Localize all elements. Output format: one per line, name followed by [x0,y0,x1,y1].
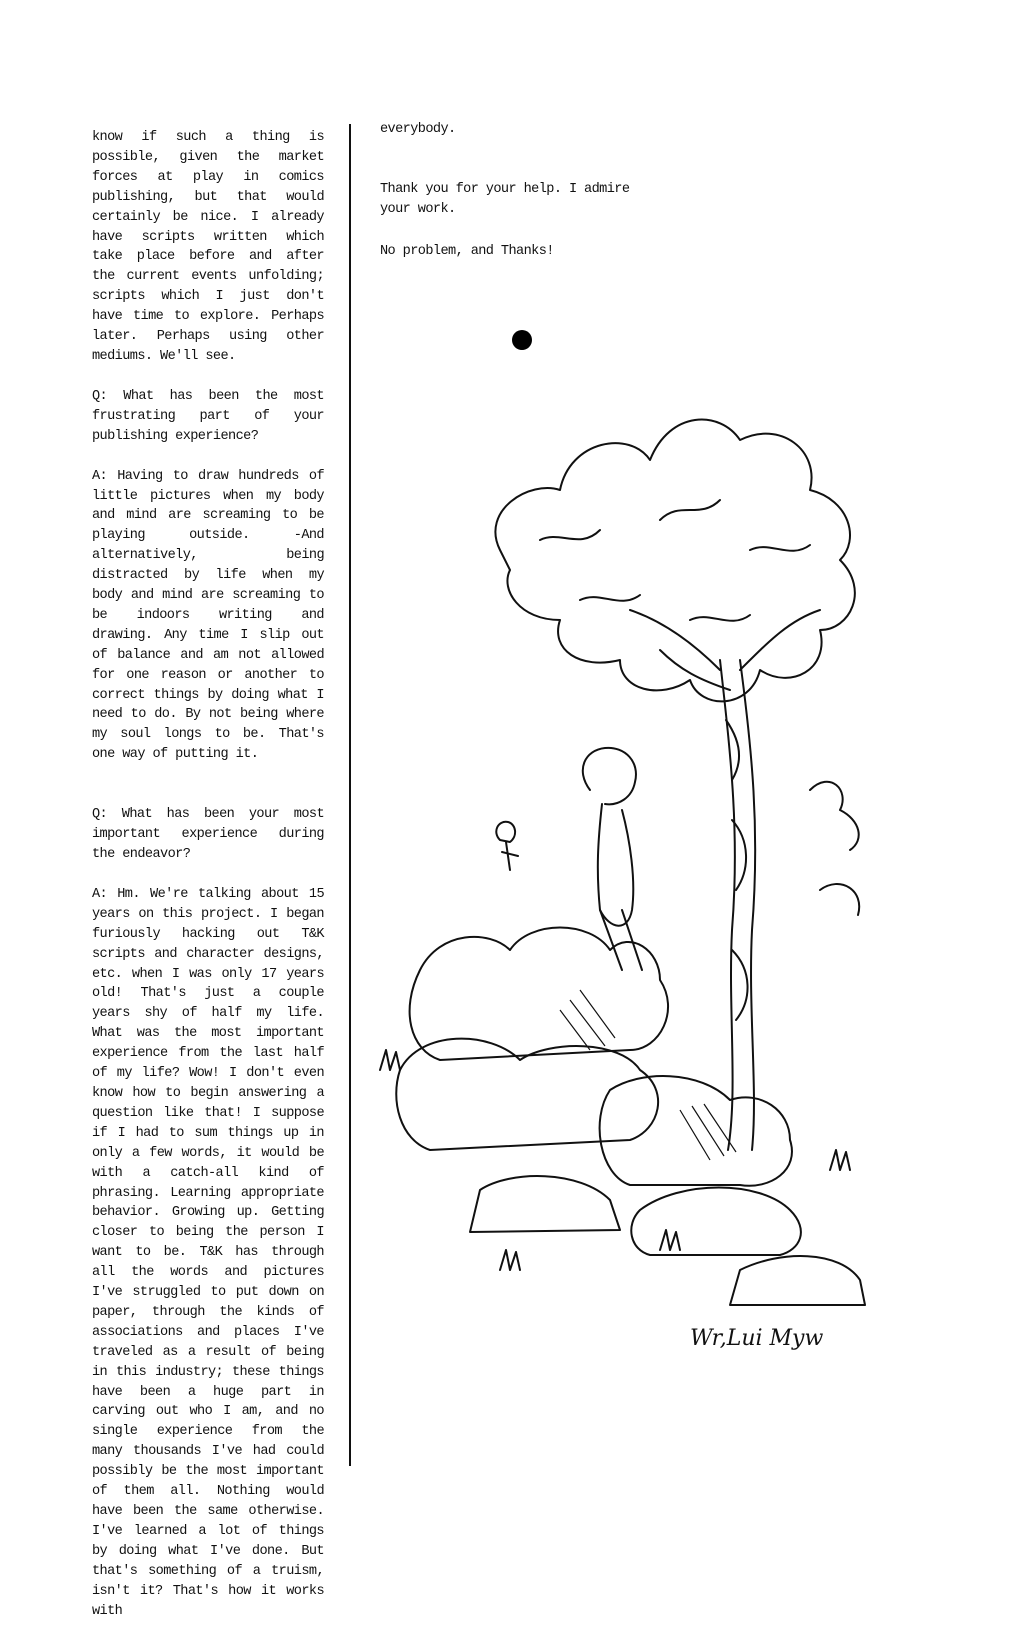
column-divider [349,124,351,1466]
right-text-column [380,120,640,284]
artist-signature: Wr,Lui Myw [690,1326,824,1351]
tree-rock-illustration [360,370,920,1370]
paragraph-continuation: know if such a thing is possible, given the market forces at play in comics publishing, but that would certainly be nice. I already have scripts written which take place before and after the current events unfolding; scripts which I just don't have time to explore. Perhaps later. Perhaps using other mediums. We'll see. [92,130,324,364]
left-text-column [92,128,324,1641]
paragraph-thanks: Thank you for your help. I admire your work. [380,182,630,217]
question-important: Q: What has been your most important experience during the endeavor? [92,807,324,862]
paragraph-everybody: everybody. [380,122,456,137]
answer-frustrating: A: Having to draw hundreds of little pictures when my body and mind are screaming to be playing outside. -And alternatively, being distracted by life when my body and mind are screaming to be indoors writing and drawing. Any time I slip out of balance and am not allowed for one reason or another to correct things by doing what I need to do. By not being where my soul longs to be. That's one way of putting it. [92,468,324,763]
answer-important: A: Hm. We're talking about 15 years on this project. I began furiously hacking out T&K scripts and character designs, etc. when I was only 17 years old! That's just a couple years shy of half my life. What was the most important experience from the last half of my life? Wow! I don't even know how to begin answering a question like that! I suppose if I had to sum things up in only a few words, it would be with a catch-all kind of phrasing. Learning appropriate behavior. Growing up. Getting closer to being the person I want to be. T&K has through all the words and pictures I've struggled to put down on paper, through the kinds of associations and places I've traveled as a result of being in this industry; these things have been a huge part in carving out who I am, and no single experience from the many thousands I've had could possibly be the most important of them all. Nothing would have been the same otherwise. I've learned a lot of things by doing what I've done. But that's something of a truism, isn't it? That's how it works with [92,886,324,1619]
section-bullet [512,330,532,350]
question-frustrating: Q: What has been the most frustrating part of your publishing experience? [92,388,324,444]
paragraph-no-problem: No problem, and Thanks! [380,244,554,259]
